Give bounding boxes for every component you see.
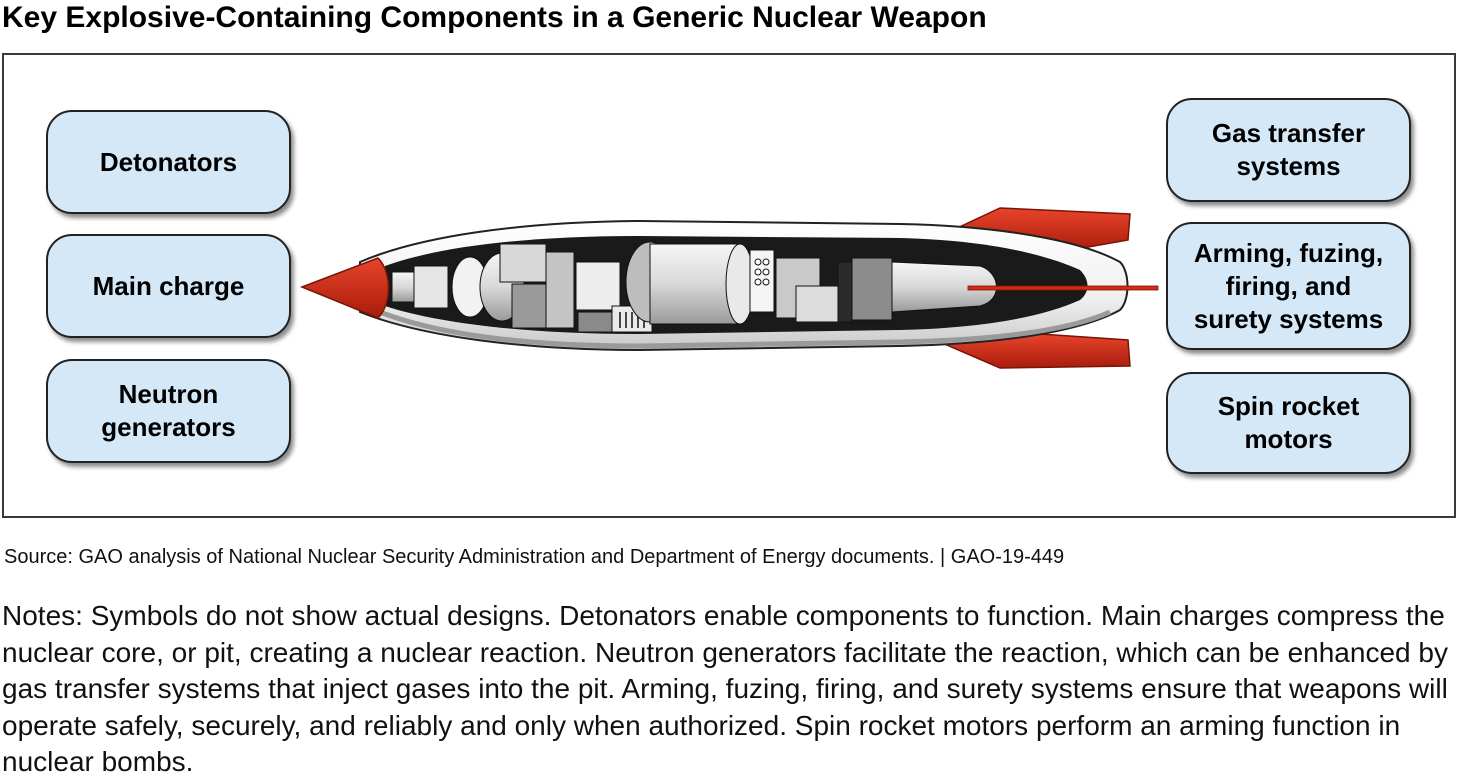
- neutron-generators-box: Neutron generators: [46, 359, 291, 463]
- red-probe: [968, 286, 1158, 290]
- figure-title: Key Explosive-Containing Components in a Generic Nuclear Weapon: [2, 1, 987, 34]
- main-charge-box: Main charge: [46, 234, 291, 338]
- spin-rocket-motors-box: Spin rocket motors: [1166, 372, 1411, 474]
- notes-paragraph: Notes: Symbols do not show actual designs. Detonators enable components to function. Main charges compress the nuclear core, or pit, creating a nuclear reaction. Neutron generators facilitate the reaction, which can be enhanced by gas transfer systems that inject gases into the pit. Arming, fuzing, firing, and surety systems ensure that weapons will operate safely, securely, and reliably and only when authorized. Spin rocket motors perform an arming function in nuclear bombs.: [2, 600, 1448, 777]
- arming-fuzing-firing-box: Arming, fuzing, firing, and surety systems: [1166, 222, 1411, 350]
- nose-cone: [302, 258, 389, 318]
- detonators-box: Detonators: [46, 110, 291, 214]
- source-line: Source: GAO analysis of National Nuclear Security Administration and Department of Energy documents. | GAO-19-449: [4, 546, 1065, 568]
- gas-transfer-systems-box: Gas transfer systems: [1166, 98, 1411, 202]
